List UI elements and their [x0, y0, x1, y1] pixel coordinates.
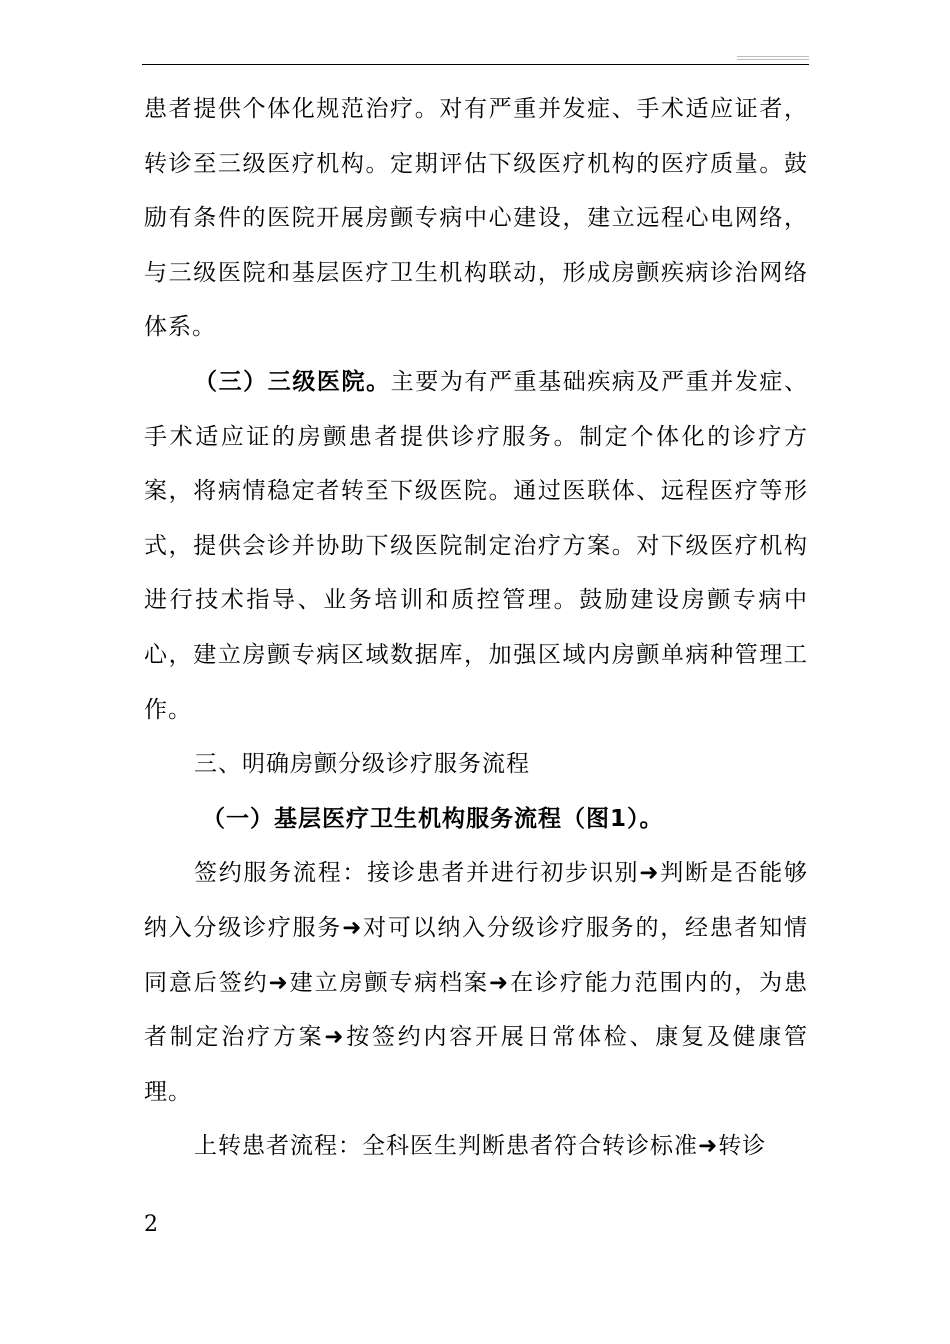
paragraph-signing-process: 签约服务流程：接诊患者并进行初步识别➜判断是否能够纳入分级诊疗服务➜对可以纳入分级诊疗服务的，经患者知情同意后签约➜建立房颤专病档案➜在诊疗能力范围内的，为患者制定治疗方案➜按签约内容开展日常体检、康复及健康管理。: [144, 860, 808, 1105]
paragraph-tertiary-body: 主要为有严重基础疾病及严重并发症、手术适应证的房颤患者提供诊疗服务。制定个体化的诊疗方案，将病情稳定者转至下级医院。通过医联体、远程医疗等形式，提供会诊并协助下级医院制定治疗方案。对下级医疗机构进行技术指导、业务培训和质控管理。鼓励建设房颤专病中心，建立房颤专病区域数据库，加强区域内房颤单病种管理工作。: [144, 368, 809, 723]
section-heading-3: 三、明确房颤分级诊疗服务流程: [194, 751, 530, 778]
page-body: [144, 82, 808, 1174]
header-mark: [737, 56, 809, 62]
paragraph-tertiary-hospital: [144, 355, 808, 737]
header-rule: [142, 64, 809, 65]
paragraph-continued: 患者提供个体化规范治疗。对有严重并发症、手术适应证者，转诊至三级医疗机构。定期评估下级医疗机构的医疗质量。鼓励有条件的医院开展房颤专病中心建设，建立远程心电网络，与三级医院和基层医疗卫生机构联动，形成房颤疾病诊治网络体系。: [144, 96, 808, 341]
subsection-heading-1: （一）基层医疗卫生机构服务流程（图1）。: [202, 805, 664, 832]
paragraph-referral-process: 上转患者流程：全科医生判断患者符合转诊标准➜转诊: [194, 1133, 767, 1160]
page-number: 2: [144, 1212, 158, 1237]
section-heading-tertiary: （三）三级医院。: [194, 368, 391, 395]
